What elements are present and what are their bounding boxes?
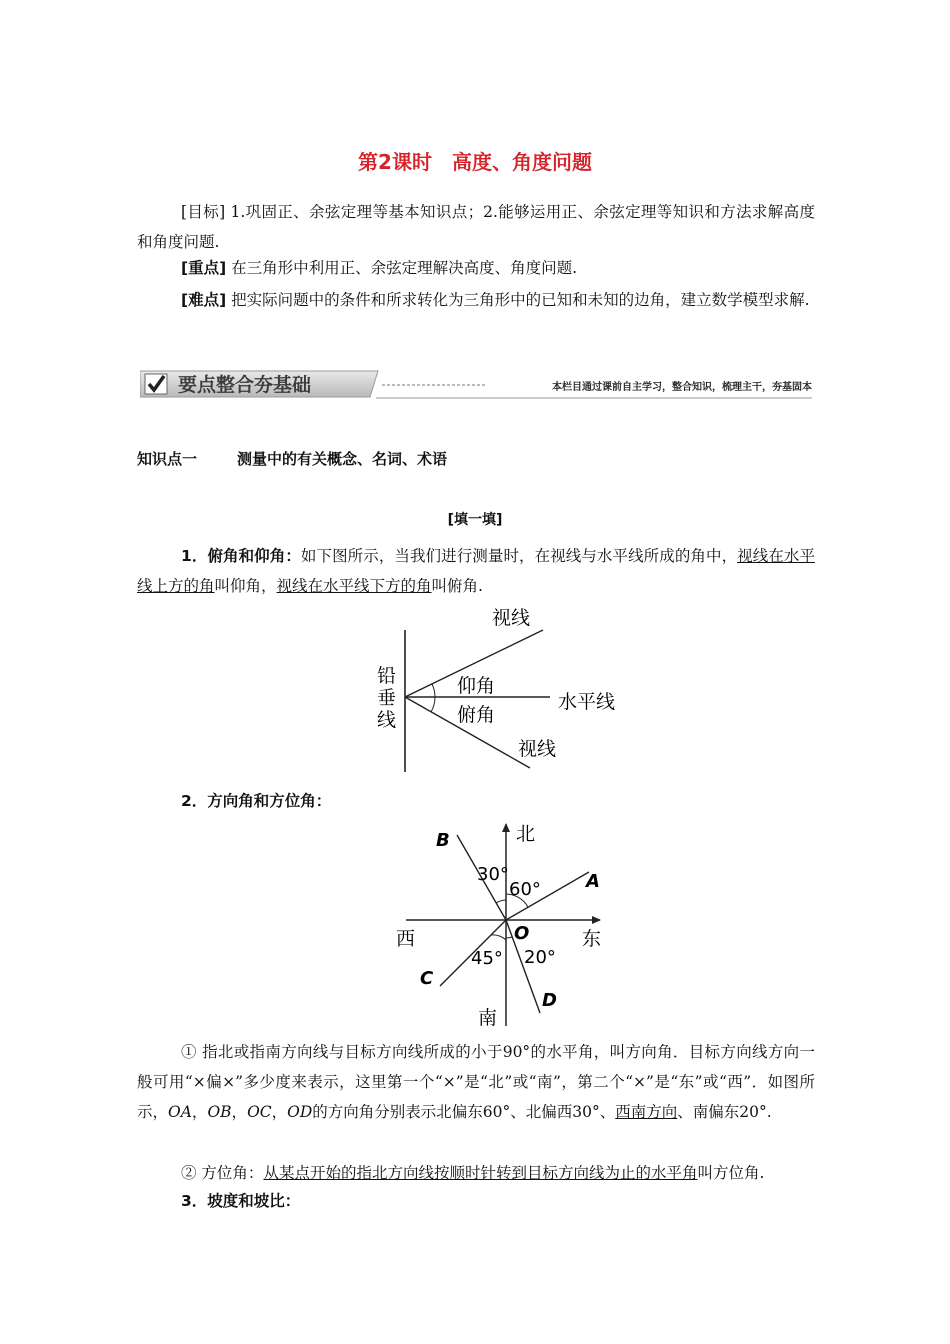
banner-note: 本栏目通过课前自主学习，整合知识，梳理主干，夯基固本: [552, 382, 812, 393]
label-OA: OA: [168, 1103, 192, 1121]
west-label: 西: [396, 928, 416, 950]
sight-line-bottom-label: 视线: [518, 738, 557, 760]
arc-30: [496, 900, 506, 903]
item3-heading-line: [137, 1186, 815, 1216]
item1-underline-a: 视线在水平线上方的角: [137, 547, 815, 595]
section-banner: [140, 369, 812, 399]
item1-underline-b: 视线在水平线下方的角: [276, 577, 432, 595]
objective-key: [137, 253, 815, 283]
sep-1: ，: [191, 1103, 208, 1121]
depression-arc: [431, 697, 435, 712]
item1-paragraph: [137, 541, 815, 601]
point-D-label: D: [542, 990, 557, 1011]
point-O-label: O: [514, 923, 530, 944]
page-title: 第2课时 高度、角度问题: [358, 150, 592, 174]
objective-difficulty: [137, 285, 815, 315]
item2-p2-b: 叫方位角.: [697, 1164, 765, 1182]
item1-text-c: 叫俯角.: [431, 577, 483, 595]
point-A-label: A: [586, 871, 600, 892]
item2-p1-b: 的方向角分别表示北偏东60°、北偏西30°、: [312, 1103, 616, 1121]
depression-angle-label: 俯角: [457, 704, 496, 726]
item2-p1-a: ① 指北或指南方向线与目标方向线所成的小于90°的水平角，叫方向角．目标方向线方向一般可用“×偏×”多少度来表示，这里第一个“×”是“北”或“南”，第二个“×”是“东”或“西”．如图所示，: [137, 1043, 815, 1121]
item2-p1-c: 、南偏东20°.: [677, 1103, 772, 1121]
elevation-arc: [432, 684, 435, 697]
label-OB: OB: [207, 1103, 232, 1121]
angle-45-label: 45°: [471, 948, 503, 969]
point-B-label: B: [436, 830, 450, 851]
item2-paragraph-1: [137, 1037, 815, 1127]
point-C-label: C: [420, 968, 434, 989]
label-OC: OC: [247, 1103, 272, 1121]
fill-in-label: [填一填]: [447, 512, 503, 528]
angle-30-label: 30°: [477, 864, 509, 885]
difficulty-text: 把实际问题中的条件和所求转化为三角形中的已知和未知的边角，建立数学模型求解.: [226, 291, 810, 309]
sep-2: ，: [231, 1103, 248, 1121]
item1-text-b: 叫仰角，: [214, 577, 277, 595]
horizontal-line-label: 水平线: [558, 691, 616, 713]
objective-goal: [137, 197, 815, 257]
label-OD: OD: [287, 1103, 313, 1121]
difficulty-label: [难点]: [181, 291, 227, 309]
plumb-char-1: 铅: [377, 665, 397, 687]
key-label: [重点]: [181, 259, 227, 277]
item2-paragraph-2: [137, 1158, 815, 1188]
item2-p2-a: ② 方位角：: [181, 1164, 264, 1182]
direction-angle-figure: [380, 812, 620, 1032]
arc-20: [506, 937, 512, 938]
east-label: 东: [582, 928, 602, 950]
south-label: 南: [478, 1007, 498, 1029]
item2-heading: 2．方向角和方位角：: [181, 792, 332, 810]
knowledge-point-name: 测量中的有关概念、名词、术语: [237, 450, 448, 468]
item2-p2-underline: 从某点开始的指北方向线按顺时针转到目标方向线为止的水平角: [263, 1164, 698, 1182]
plumb-char-2: 垂: [377, 687, 397, 709]
item1-text-a: 如下图所示，当我们进行测量时，在视线与水平线所成的角中，: [300, 547, 738, 565]
goal-text: 1.巩固正、余弦定理等基本知识点；2.能够运用正、余弦定理等知识和方法求解高度和角度问题.: [137, 203, 815, 251]
sight-line-top-label: 视线: [492, 607, 531, 629]
sep-3: ，: [271, 1103, 288, 1121]
item2-p1-underline: 西南方向: [615, 1103, 678, 1121]
knowledge-point-number: 知识点一: [137, 450, 198, 468]
plumb-char-3: 线: [377, 709, 397, 731]
knowledge-point-heading: [137, 448, 447, 469]
key-text: 在三角形中利用正、余弦定理解决高度、角度问题.: [226, 259, 578, 277]
elevation-depression-figure: [365, 600, 645, 780]
banner-title: 要点整合夯基础: [178, 374, 312, 396]
angle-60-label: 60°: [509, 879, 541, 900]
item3-heading: 3．坡度和坡比：: [181, 1192, 301, 1210]
goal-label: [目标]: [181, 203, 226, 221]
arc-45: [491, 935, 506, 940]
elevation-angle-label: 仰角: [457, 675, 496, 697]
north-label: 北: [516, 823, 536, 845]
item1-heading: 1．俯角和仰角：: [181, 547, 301, 565]
angle-20-label: 20°: [524, 947, 556, 968]
